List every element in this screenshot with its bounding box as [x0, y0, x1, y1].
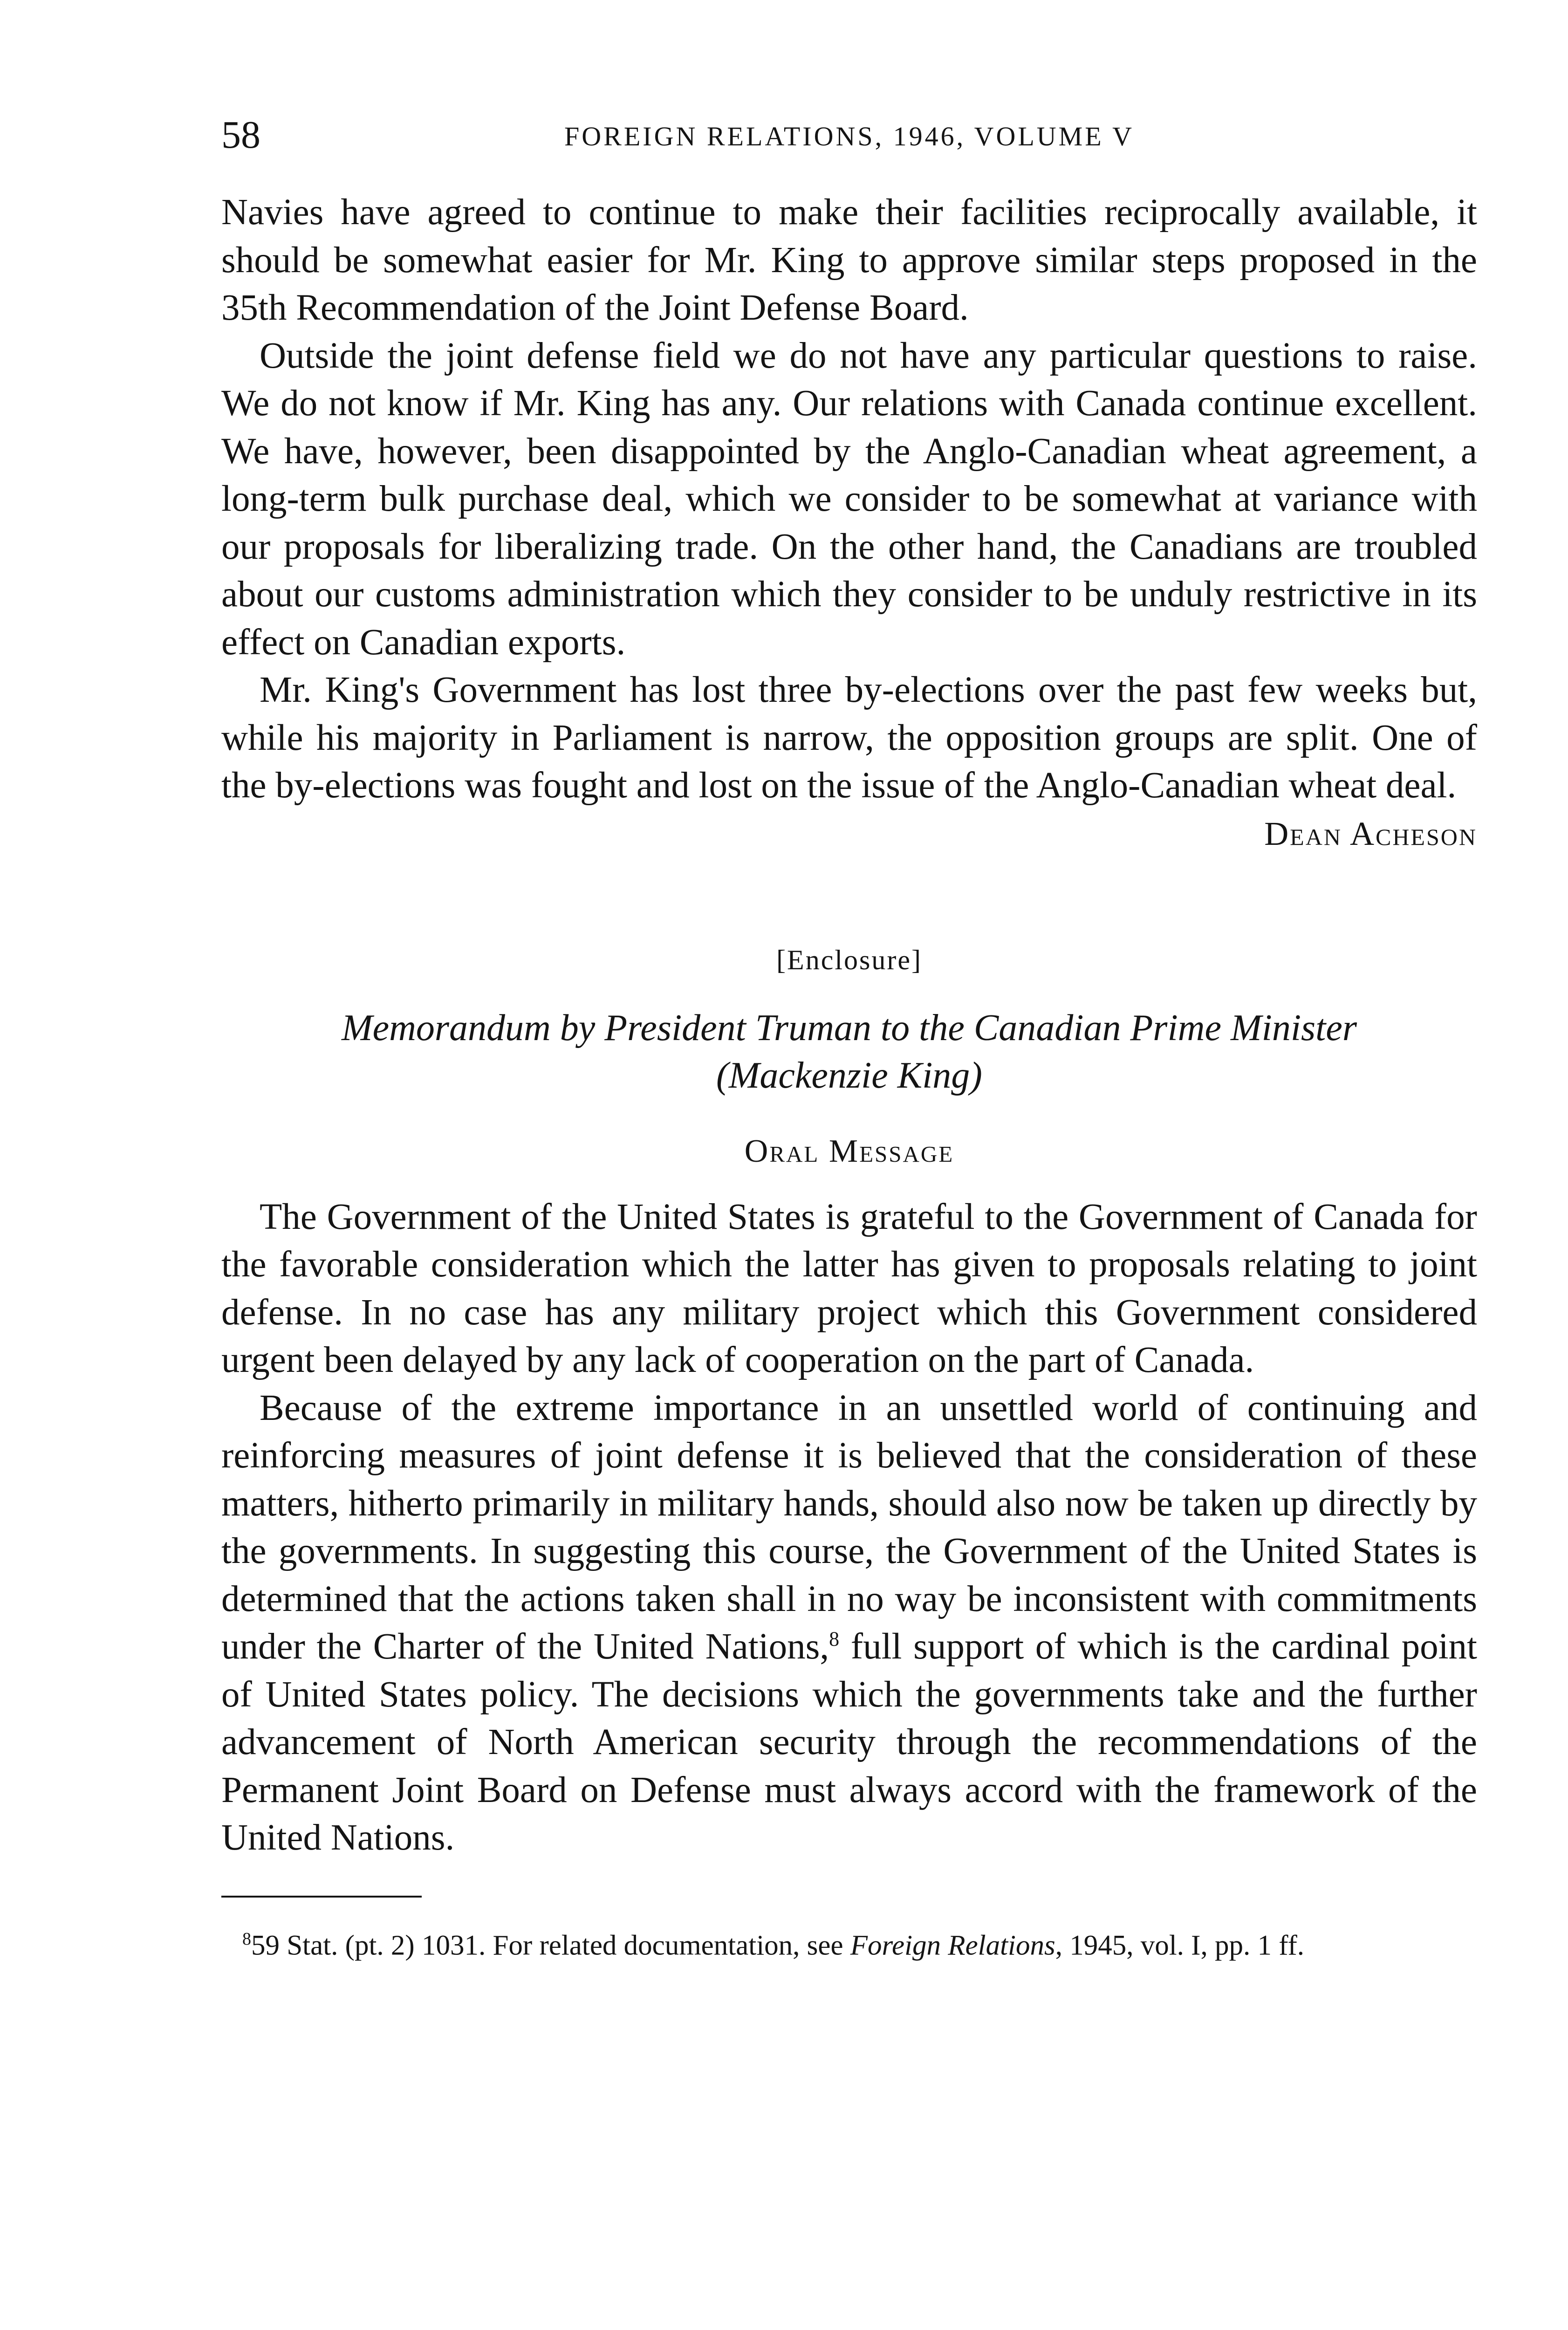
- memorandum-title-line-2: (Mackenzie King): [716, 1055, 982, 1096]
- memorandum-paragraph-2-part-1: Because of the extreme importance in an unsettled world of continuing and reinforcing measures of joint defense it is believed that the consideration of these matters, hitherto primarily in military hands, should also now be taken up directly by the governments. In suggesting this course, the Government of the United States is determined that the actions taken shall in no way be inconsistent with commitments under the Charter of the United Nations,: [221, 1387, 1477, 1667]
- footnote-marker: 8: [242, 1929, 251, 1949]
- memorandum-paragraph-2-part-2: full support of which is the cardinal point of United States policy. The decisions which the governments take and the further advancement of North American security through the recommendations of the Permanent Joint Board on Defense must always accord with the framework of the United Nations.: [221, 1626, 1478, 1858]
- footnote-divider: [221, 1896, 422, 1898]
- footnote-reference: 8: [829, 1627, 840, 1651]
- footnote-italic-ref: Foreign Relations: [850, 1929, 1055, 1961]
- page-number: 58: [221, 113, 260, 157]
- running-head: [221, 112, 1477, 163]
- footnote: [221, 1920, 1477, 1965]
- memorandum-title-line-1: Memorandum by President Truman to the Canadian Prime Minister: [341, 1007, 1357, 1048]
- letter-paragraph-2: Outside the joint defense field we do not have any particular questions to raise. We do not know if Mr. King has any. Our relations with Canada continue excellent. We have, however, been disappointed by the Anglo-Canadian wheat agreement, a long-term bulk purchase deal, which we consider to be somewhat at variance with our proposals for liberalizing trade. On the other hand, the Canadians are troubled about our customs administration which they consider to be unduly restrictive in its effect on Canadian exports.: [221, 335, 1477, 663]
- letter-body: [221, 189, 1477, 857]
- memorandum-title: [221, 1004, 1477, 1099]
- footnote-text-1: 59 Stat. (pt. 2) 1031. For related documentation, see: [251, 1929, 850, 1961]
- memorandum-paragraph-1: The Government of the United States is grateful to the Government of Canada for the favorable consideration which the latter has given to proposals relating to joint defense. In no case has any military project which this Government considered urgent been delayed by any lack of cooperation on the part of Canada.: [221, 1196, 1477, 1380]
- document-page: [221, 112, 1477, 1965]
- signature: Dean Acheson: [1264, 815, 1477, 852]
- letter-paragraph-3: Mr. King's Government has lost three by-elections over the past few weeks but, while his majority in Parliament is narrow, the opposition groups are split. One of the by-elections was fought and lost on the issue of the Anglo-Canadian wheat deal.: [221, 670, 1477, 806]
- memorandum-paragraph-2: [221, 1384, 1477, 1862]
- letter-paragraph-1: Navies have agreed to continue to make their facilities reciprocally available, it should be somewhat easier for Mr. King to approve similar steps proposed in the 35th Recommendation of the Joint Defense Board.: [221, 192, 1477, 328]
- running-title: FOREIGN RELATIONS, 1946, VOLUME V: [564, 121, 1134, 151]
- footnote-text-2: , 1945, vol. I, pp. 1 ff.: [1055, 1929, 1305, 1961]
- enclosure-label: [Enclosure]: [776, 944, 922, 975]
- oral-message-heading: Oral Message: [744, 1133, 954, 1169]
